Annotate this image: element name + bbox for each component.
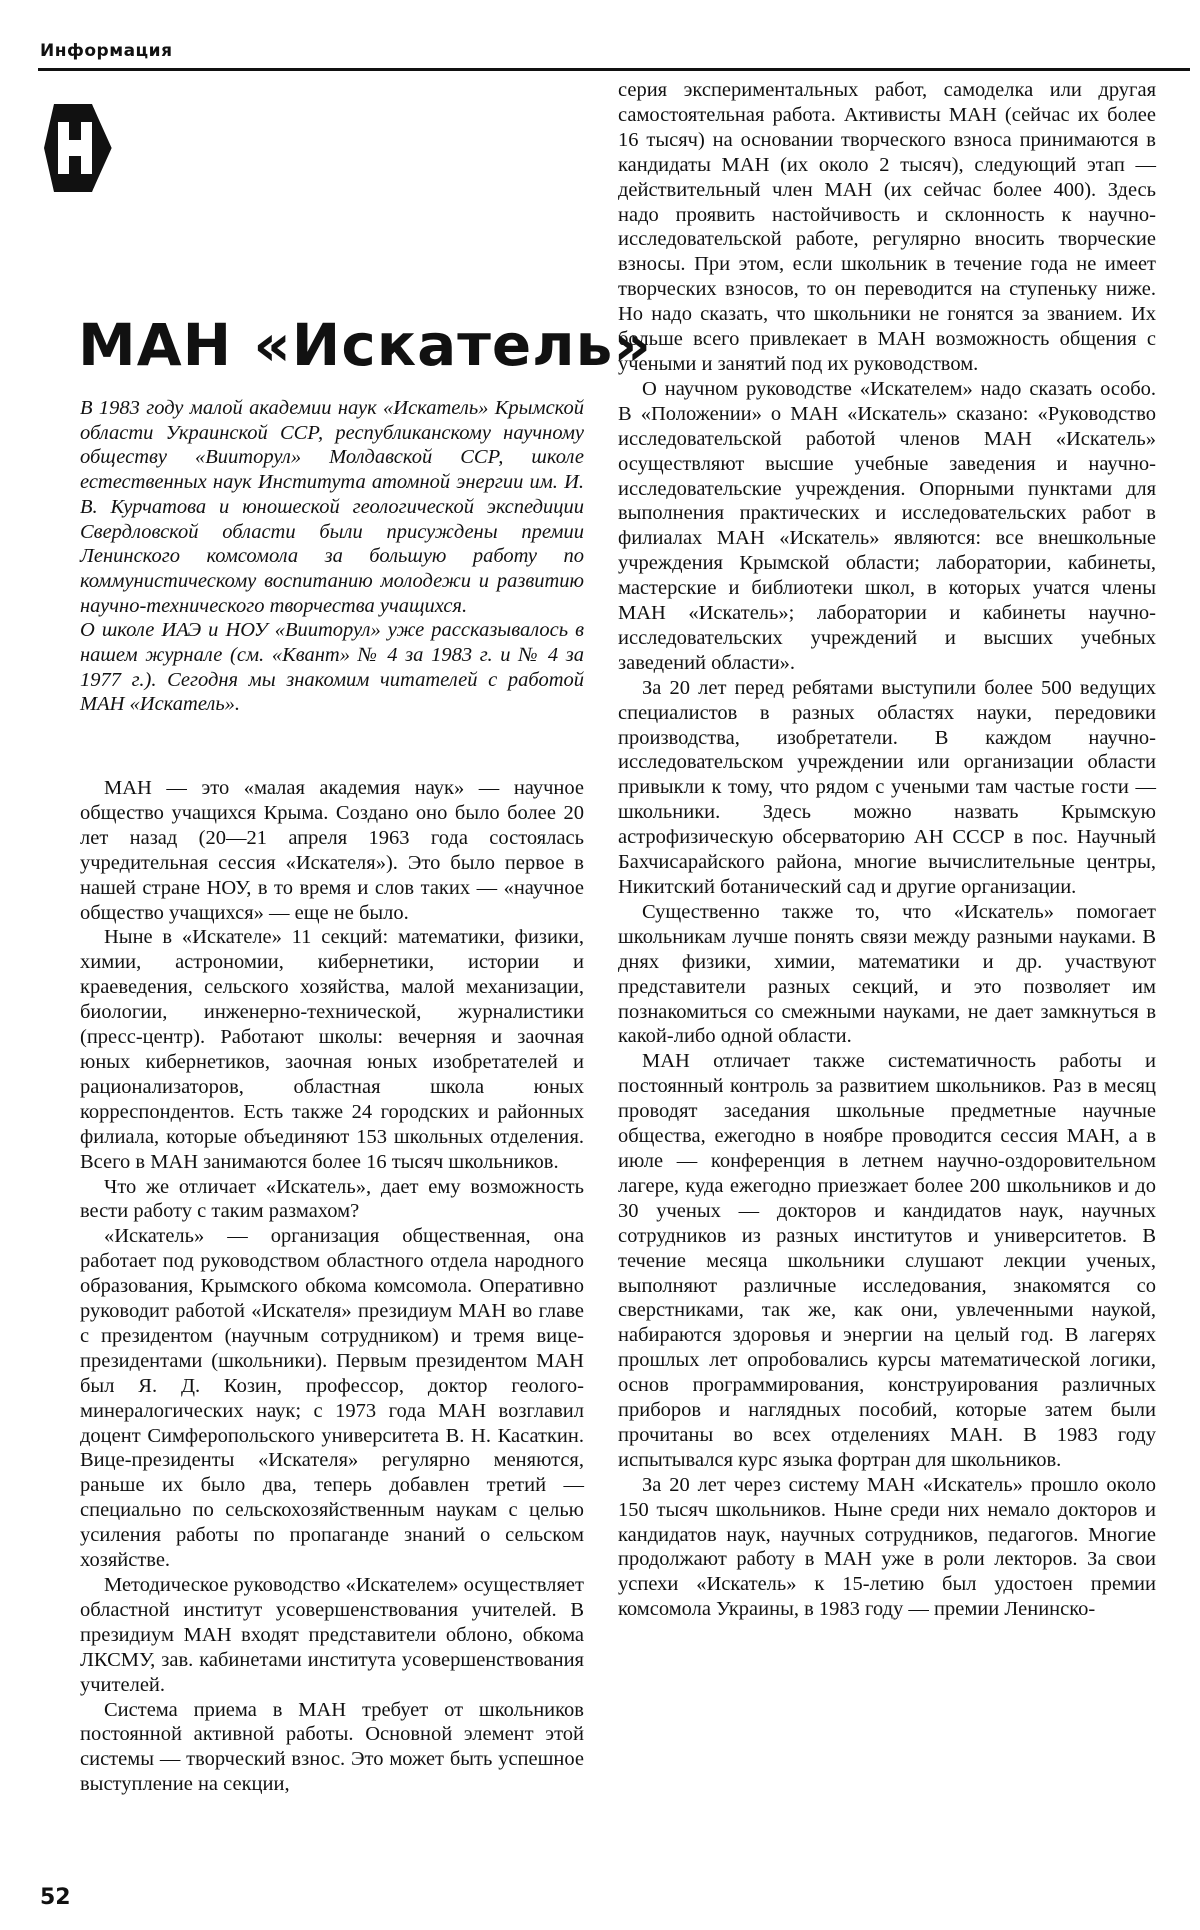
- paragraph: О научном руководстве «Искателем» надо сказать особо. В «Положении» о МАН «Искатель» сказано: «Руководство исследовательской работой членов МАН «Искатель» осуществляют высшие учебные заведения и научно-исследовательские учреждения. Опорными пунктами для выполнения практических и исследовательских работ в филиалах МАН «Искатель» являются: все внешкольные учреждения Крымской области; лаборатории, кабинеты, мастерские и библиотеки школ, в которых учатся члены МАН «Искатель»; лаборатории и кабинеты научно-исследовательских учреждений и высших учебных заведений области».: [618, 377, 1156, 674]
- right-column: [618, 78, 1156, 1622]
- section-label: Информация: [40, 41, 173, 61]
- n-hexagon-logo-icon: [40, 100, 116, 196]
- paragraph: За 20 лет через систему МАН «Искатель» прошло около 150 тысяч школьников. Ныне среди них немало докторов и кандидатов наук, научных сотрудников, педагогов. Многие продолжают работу в МАН уже в роли лекторов. За свои успехи «Искатель» к 15-летию был удостоен премии комсомола Украины, в 1983 году — премии Ленинско-: [618, 1473, 1156, 1621]
- paragraph: Что же отличает «Искатель», дает ему возможность вести работу с таким размахом?: [80, 1175, 584, 1223]
- paragraph: «Искатель» — организация общественная, она работает под руководством областного отдела народного образования, Крымского обкома комсомола. Оперативно руководит работой «Искателя» президиум МАН во главе с президентом (научным сотрудником) и тремя вице-президентами (школьники). Первым президентом МАН был Я. Д. Козин, профессор, доктор геолого-минералогических наук; с 1973 года МАН возглавил доцент Симферопольского университета В. Н. Касаткин. Вице-президенты «Искателя» регулярно меняются, раньше их было два, теперь добавлен третий — специально по сельскохозяйственным наукам с целью усиления работы по пропаганде знаний о сельском хозяйстве.: [80, 1225, 584, 1572]
- header-rule: [38, 68, 1190, 71]
- paragraph: Система приема в МАН требует от школьников постоянной активной работы. Основной элемент этой системы — творческий взнос. Это может быть успешное выступление на секции,: [80, 1698, 584, 1796]
- article-title: МАН «Искатель»: [78, 311, 652, 379]
- paragraph: МАН — это «малая академия наук» — научное общество учащихся Крыма. Создано оно было более 20 лет назад (20—21 апреля 1963 года состоялась учредительная сессия «Искателя»). Это было первое в нашей стране НОУ, в то время и слов таких — «научное общество учащихся» — еще не было.: [80, 777, 584, 924]
- article-lead: [80, 396, 584, 717]
- lead-paragraph: О школе ИАЭ и НОУ «Вииторул» уже рассказывалось в нашем журнале (см. «Квант» № 4 за 1983 г. и № 4 за 1977 г.). Сегодня мы знакомим читателей с работой МАН «Искатель».: [80, 619, 584, 716]
- lead-paragraph: В 1983 году малой академии наук «Искатель» Крымской области Украинской ССР, республиканскому научному обществу «Вииторул» Молдавской ССР, школе естественных наук Института атомной энергии им. И. В. Курчатова и юношеской геологической экспедиции Свердловской области были присуждены премии Ленинского комсомола за большую работу по коммунистическому воспитанию молодежи и развитию научно-технического творчества учащихся.: [80, 397, 584, 617]
- left-column: [80, 776, 584, 1797]
- paragraph: За 20 лет перед ребятами выступили более 500 ведущих специалистов в разных областях науки, передовики производства, изобретатели. В каждом научно-исследовательском учреждении или организации области привыкли к тому, что рядом с учеными там частые гости — школьники. Здесь можно назвать Крымскую астрофизическую обсерваторию АН СССР в пос. Научный Бахчисарайского района, многие вычислительные центры, Никитский ботанический сад и другие организации.: [618, 676, 1156, 898]
- paragraph: Существенно также то, что «Искатель» помогает школьникам лучше понять связи между разными науками. В днях физики, химии, математики и др. участвуют представители разных секций, и это позволяет им познакомиться со смежными науками, не дает замкнуться в какой-либо одной области.: [618, 900, 1156, 1048]
- paragraph: Методическое руководство «Искателем» осуществляет областной институт усовершенствования учителей. В президиум МАН входят представители облоно, обкома ЛКСМУ, зав. кабинетами института усовершенствования учителей.: [80, 1574, 584, 1696]
- paragraph: МАН отличает также систематичность работы и постоянный контроль за развитием школьников. Раз в месяц проводят заседания школьные предметные научные общества, ежегодно в ноябре проводится сессия МАН, а в июле — конференция в летнем научно-оздоровительном лагере, куда ежегодно приезжает более 200 школьников и до 30 ученых — докторов и кандидатов наук, научных сотрудников из разных институтов и университетов. В течение месяца школьники слушают лекции ученых, выполняют различные исследования, знакомятся со сверстниками, так же, как они, увлеченными наукой, набираются здоровья и энергии на целый год. В лагерях прошлых лет опробовались курсы математической логики, основ программирования, конструирования различных приборов и наглядных пособий, которые затем были прочитаны во всех отделениях МАН. В 1983 году испытывался курс языка фортран для школьников.: [618, 1050, 1156, 1471]
- paragraph-continuation: серия экспериментальных работ, самоделка или другая самостоятельная работа. Активисты МАН (сейчас их более 16 тысяч) на основании творческого взноса принимаются в кандидаты МАН (их около 2 тысяч), следующий этап — действительный член МАН (их сейчас более 400). Здесь надо проявить настойчивость и склонность к научно-исследовательской работе, регулярно вносить творческие взносы. При этом, если школьник в течение года не имеет творческих взносов, то он переводится на ступеньку ниже. Но надо сказать, что школьники не гонятся за званием. Их больше всего привлекает в МАН возможность общения с учеными и занятий под их руководством.: [618, 79, 1156, 375]
- page-number: 52: [40, 1885, 71, 1910]
- paragraph: Ныне в «Искателе» 11 секций: математики, физики, химии, астрономии, кибернетики, истории и краеведения, сельского хозяйства, малой механизации, биологии, инженерно-технической, журналистики (пресс-центр). Работают школы: вечерняя и заочная юных кибернетиков, заочная юных изобретателей и рационализаторов, областная школа юных корреспондентов. Есть также 24 городских и районных филиала, которые объединяют 153 школьных отделения. Всего в МАН занимаются более 16 тысяч школьников.: [80, 926, 584, 1173]
